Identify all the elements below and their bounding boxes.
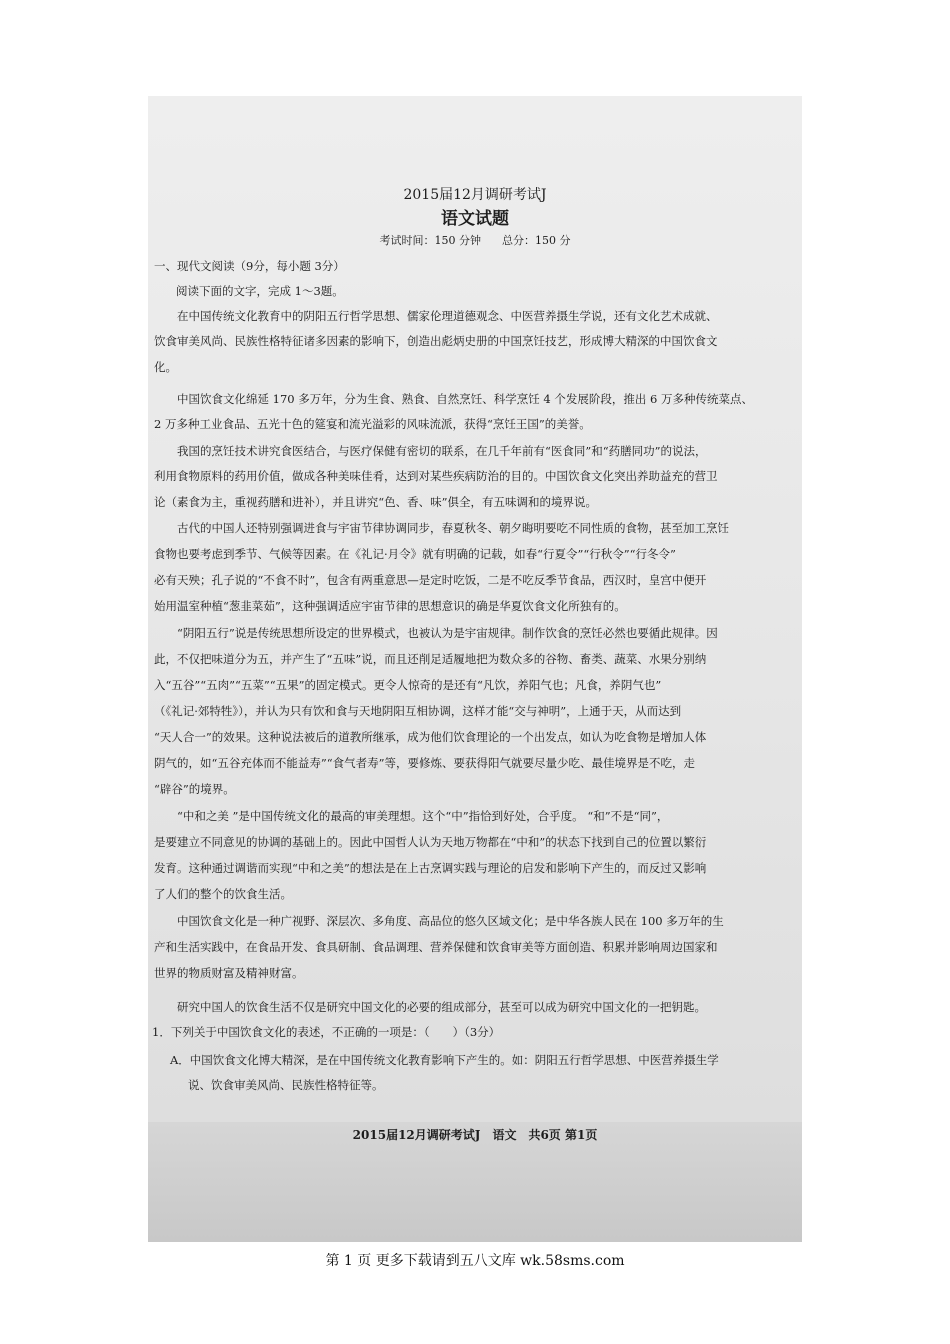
passage-line: 在中国传统文化教育中的阴阳五行哲学思想、儒家伦理道德观念、中医营养摄生学说，还有文化艺术成就、 [177,309,718,323]
passage-line: “辟谷”的境界。 [154,782,235,796]
passage-line: 2 万多种工业食品、五光十色的筵宴和流光溢彩的风味流派，获得“烹饪王国”的美誉。 [154,417,591,431]
passage-line: 是要建立不同意见的协调的基础上的。因此中国哲人认为天地万物都在“中和”的状态下找到自己的位置以繁衍 [154,835,707,849]
passage-line: “天人合一”的效果。这种说法被后的道教所继承，成为他们饮食理论的一个出发点，如认为吃食物是增加人体 [154,730,707,744]
question-1-option-a: A．中国饮食文化博大精深，是在中国传统文化教育影响下产生的。如：阴阳五行哲学思想、中医营养摄生学 [170,1053,719,1067]
section-instruction: 阅读下面的文字，完成 1～3题。 [176,284,344,298]
passage-line: 必有天殃；孔子说的“不食不时”，包含有两重意思—是定时吃饭，二是不吃反季节食品，西汉时，皇宫中便开 [154,573,707,587]
page-footer: 2015届12月调研考试J 语文 共6页 第1页 [352,1128,598,1142]
passage-line: 始用温室种植“葱韭菜茹”，这种强调适应宇宙节律的思想意识的确是华夏饮食文化所独有的。 [154,599,626,613]
exam-meta [148,232,802,248]
passage-line: 饮食审美风尚、民族性格特征诸多因素的影响下，创造出彪炳史册的中国烹饪技艺，形成博大精深的中国饮食文 [154,334,718,348]
passage-line: 产和生活实践中，在食品开发、食具研制、食品调理、营养保健和饮食审美等方面创造、积累并影响周边国家和 [154,940,718,954]
exam-header-title: 2015届12月调研考试J [403,187,547,203]
scanned-exam-photo [148,96,802,1242]
passage-line: 了人们的整个的饮食生活。 [154,887,292,901]
exam-sheet [148,96,802,1242]
passage-line: 食物也要考虑到季节、气候等因素。在《礼记·月令》就有明确的记载，如春“行夏令”“行秋令”“行冬令” [154,547,676,561]
passage-line: “中和之美 ”是中国传统文化的最高的审美理想。这个“中”指恰到好处，合乎度。 “和”不是“同”， [177,809,669,823]
passage-line: 化。 [154,360,177,374]
passage-line: 此，不仅把味道分为五，并产生了“五味”说，而且还削足适履地把为数众多的谷物、畜类、蔬菜、水果分别纳 [154,652,707,666]
passage-line: 中国饮食文化绵延 170 多万年，分为生食、熟食、自然烹饪、科学烹饪 4 个发展阶段，推出 6 万多种传统菜点、 [177,392,754,406]
passage-line: 研究中国人的饮食生活不仅是研究中国文化的必要的组成部分，甚至可以成为研究中国文化的一把钥匙。 [177,1000,706,1014]
question-1-option-a-cont: 说、饮食审美风尚、民族性格特征等。 [188,1078,384,1092]
question-1-stem: 1．下列关于中国饮食文化的表述，不正确的一项是：（ ）（3分） [152,1025,501,1039]
score-info: 总分：150 分 [502,234,571,247]
passage-line: 利用食物原料的药用价值，做成各种美味佳肴，达到对某些疾病防治的目的。中国饮食文化突出养助益充的营卫 [154,469,718,483]
subject-title: 语文试题 [441,209,509,229]
download-caption: 第 1 页 更多下载请到五八文库 wk.58sms.com [325,1253,625,1269]
passage-line: 发育。这种通过调谐而实现“中和之美”的想法是在上古烹调实践与理论的启发和影响下产生的，而反过又影响 [154,861,707,875]
passage-line: 阴气的，如“五谷充体而不能益寿”“食气者寿”等，要修炼、要获得阳气就要尽量少吃、最佳境界是不吃，走 [154,756,696,770]
passage-line: 入“五谷”“五肉”“五菜”“五果”的固定模式。更令人惊奇的是还有“凡饮，养阳气也；凡食，养阴气也” [154,678,662,692]
time-info: 考试时间：150 分钟 [379,234,481,247]
section-heading: 一、现代文阅读（9分，每小题 3分） [154,259,345,273]
passage-line: （《礼记·郊特牲》），并认为只有饮和食与天地阴阳互相协调，这样才能“交与神明”，上通于天，从而达到 [154,704,682,718]
passage-line: 世界的物质财富及精神财富。 [154,966,304,980]
passage-line: 论（素食为主，重视药膳和进补），并且讲究“色、香、味”俱全，有五味调和的境界说。 [154,495,598,509]
passage-line: “阴阳五行”说是传统思想所设定的世界模式，也被认为是宇宙规律。制作饮食的烹饪必然也要循此规律。因 [177,626,718,640]
passage-line: 中国饮食文化是一种广视野、深层次、多角度、高品位的悠久区域文化；是中华各族人民在 100 多万年的生 [177,914,724,928]
passage-line: 古代的中国人还特别强调进食与宇宙节律协调同步，春夏秋冬、朝夕晦明要吃不同性质的食物，甚至加工烹饪 [177,521,729,535]
passage-line: 我国的烹饪技术讲究食医结合，与医疗保健有密切的联系，在几千年前有“医食同”和“药膳同功”的说法， [177,444,707,458]
